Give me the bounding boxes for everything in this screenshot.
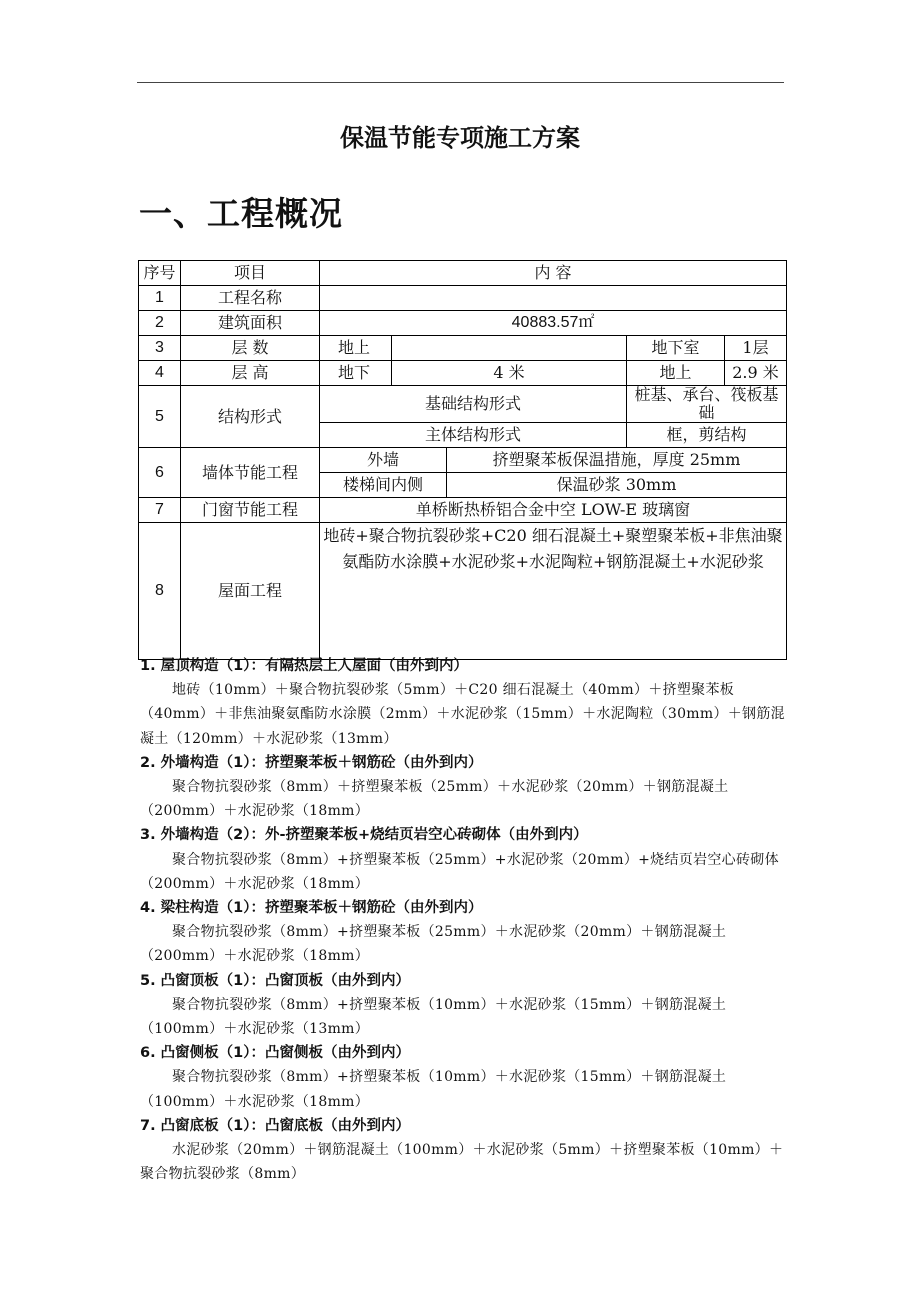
table-row <box>139 361 787 386</box>
note-body: 聚合物抗裂砂浆（8mm）+挤塑聚苯板（10mm）＋水泥砂浆（15mm）＋钢筋混凝土（100mm）＋水泥砂浆（13mm） <box>140 996 727 1038</box>
row-number: 8 <box>139 523 181 660</box>
row-number: 1 <box>139 286 181 311</box>
note-title: 1. 屋顶构造（1）：有隔热层上人屋面（由外到内） <box>140 658 468 674</box>
header-cell-item: 项目 <box>181 261 320 286</box>
row-cell: 地上 <box>320 336 392 361</box>
table-row <box>139 523 787 660</box>
header-cell-no: 序号 <box>139 261 181 286</box>
note-body: 聚合物抗裂砂浆（8mm）＋挤塑聚苯板（25mm）＋水泥砂浆（20mm）＋钢筋混凝土（200mm）＋水泥砂浆（18mm） <box>140 779 729 820</box>
row-item: 门窗节能工程 <box>181 498 320 523</box>
row-sub-label: 外墙 <box>320 448 447 473</box>
row-item: 层 数 <box>181 336 320 361</box>
table-row <box>139 498 787 523</box>
note-title: 4. 梁柱构造（1）：挤塑聚苯板＋钢筋砼（由外到内） <box>140 900 483 917</box>
row-content <box>320 286 787 311</box>
row-cell: 4 米 <box>392 361 627 386</box>
construction-notes <box>140 654 790 1186</box>
row-cell: 2.9 米 <box>725 361 787 386</box>
row-sub-value: 挤塑聚苯板保温措施，厚度 25mm <box>447 448 787 473</box>
row-number: 5 <box>139 386 181 448</box>
row-item: 墙体节能工程 <box>181 448 320 498</box>
row-item: 层 高 <box>181 361 320 386</box>
row-sub-label: 主体结构形式 <box>320 423 627 448</box>
row-number: 2 <box>139 311 181 336</box>
table-row <box>139 286 787 311</box>
note-body: 聚合物抗裂砂浆（8mm）+挤塑聚苯板（25mm）＋水泥砂浆（20mm）＋钢筋混凝土（200mm）＋水泥砂浆（18mm） <box>140 924 727 965</box>
row-number: 4 <box>139 361 181 386</box>
row-sub-value: 保温砂浆 30mm <box>447 473 787 498</box>
table-row <box>139 311 787 336</box>
row-sub-label: 基础结构形式 <box>320 386 627 423</box>
row-cell: 1层 <box>725 336 787 361</box>
note-body: 聚合物抗裂砂浆（8mm）+挤塑聚苯板（25mm）+水泥砂浆（20mm）+烧结页岩空心砖砌体（200mm）＋水泥砂浆（18mm） <box>140 851 779 892</box>
note-body: 聚合物抗裂砂浆（8mm）+挤塑聚苯板（10mm）＋水泥砂浆（15mm）＋钢筋混凝土（100mm）＋水泥砂浆（18mm） <box>140 1069 727 1110</box>
note-title: 6. 凸窗侧板（1）：凸窗侧板（由外到内） <box>140 1045 410 1062</box>
note-title: 2. 外墙构造（1）：挤塑聚苯板＋钢筋砼（由外到内） <box>140 754 483 771</box>
note-title: 5. 凸窗顶板（1）：凸窗顶板（由外到内） <box>140 972 410 989</box>
row-number: 7 <box>139 498 181 523</box>
table-row <box>139 336 787 361</box>
row-item: 工程名称 <box>181 286 320 311</box>
row-number: 3 <box>139 336 181 361</box>
row-sub-label: 楼梯间内侧 <box>320 473 447 498</box>
row-cell <box>392 336 627 361</box>
row-item: 屋面工程 <box>181 523 320 660</box>
project-overview-table <box>138 260 787 660</box>
row-content: 40883.57㎡ <box>320 311 787 336</box>
row-cell: 地下 <box>320 361 392 386</box>
row-item: 建筑面积 <box>181 311 320 336</box>
note-body: 水泥砂浆（20mm）＋钢筋混凝土（100mm）＋水泥砂浆（5mm）＋挤塑聚苯板（10mm）＋聚合物抗裂砂浆（8mm） <box>140 1142 784 1183</box>
table-header-row <box>139 261 787 286</box>
row-content: 单桥断热桥铝合金中空 LOW-E 玻璃窗 <box>320 498 787 523</box>
section-heading: 一、工程概况 <box>139 194 343 233</box>
row-item: 结构形式 <box>181 386 320 448</box>
row-cell: 地上 <box>627 361 725 386</box>
note-title: 7. 凸窗底板（1）：凸窗底板（由外到内） <box>140 1117 410 1134</box>
note-title: 3. 外墙构造（2）：外-挤塑聚苯板+烧结页岩空心砖砌体（由外到内） <box>140 827 588 844</box>
header-cell-content: 内 容 <box>320 261 787 286</box>
header-rule <box>137 82 784 83</box>
row-content: 地砖+聚合物抗裂砂浆+C20 细石混凝土+聚塑聚苯板+非焦油聚氨酯防水涂膜+水泥砂浆+水泥陶粒+钢筋混凝土+水泥砂浆 <box>320 523 787 660</box>
row-sub-value: 桩基、承台、筏板基础 <box>627 386 787 423</box>
document-title: 保温节能专项施工方案 <box>340 124 580 152</box>
table-row <box>139 448 787 473</box>
row-cell: 地下室 <box>627 336 725 361</box>
note-body: 地砖（10mm）＋聚合物抗裂砂浆（5mm）＋C20 细石混凝土（40mm）＋挤塑聚苯板（40mm）＋非焦油聚氨酯防水涂膜（2mm）＋水泥砂浆（15mm）＋水泥陶粒（30mm）＋钢筋混凝土（120mm）＋水泥砂浆（13mm） <box>140 682 785 747</box>
table-row <box>139 386 787 423</box>
row-number: 6 <box>139 448 181 498</box>
row-sub-value: 框，剪结构 <box>627 423 787 448</box>
